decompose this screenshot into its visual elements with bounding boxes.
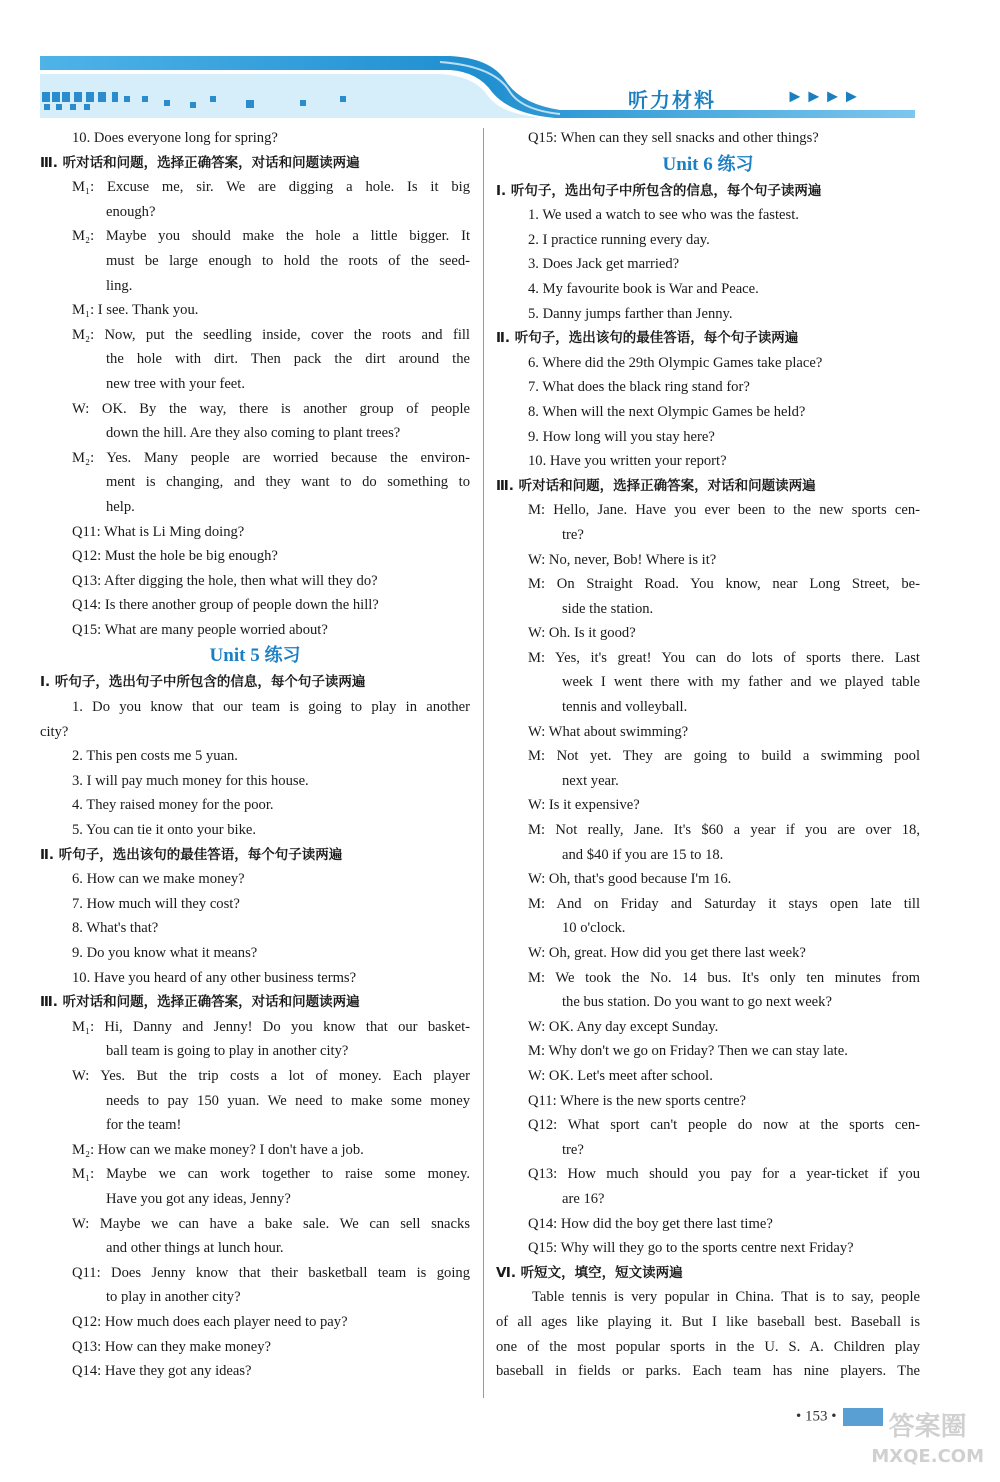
- dialogue-line: W: Yes. But the trip costs a lot of money. Each player: [72, 1067, 470, 1084]
- dialogue-line: M: We took the No. 14 bus. It's only ten minutes from: [528, 969, 920, 986]
- dialogue-line: ball team is going to play in another city?: [106, 1043, 349, 1060]
- dialogue-line: ment is changing, and they want to do something to: [106, 474, 470, 491]
- sentence-line: city?: [40, 723, 69, 740]
- question-line: Q15: What are many people worried about?: [72, 621, 328, 638]
- question-line: Q12: What sport can't people do now at the sports cen-: [528, 1117, 920, 1134]
- unit-5-label-zh: 练习: [264, 645, 301, 667]
- question-line: Q15: Why will they go to the sports centre next Friday?: [528, 1240, 854, 1257]
- sentence-line: 6. How can we make money?: [72, 871, 245, 888]
- dialogue-line: for the team!: [106, 1117, 182, 1134]
- watermark-logo: [871, 1412, 984, 1472]
- dialogue-line: next year.: [562, 772, 619, 789]
- sentence-line: 1. We used a watch to see who was the fastest.: [528, 207, 799, 224]
- dialogue-line: W: OK. Any day except Sunday.: [528, 1018, 719, 1035]
- section-heading: Ⅲ. 听对话和问题，选择正确答案，对话和问题读两遍: [40, 994, 360, 1011]
- passage-line: baseball in fields or parks. Each team has nine players. The: [496, 1363, 920, 1380]
- dialogue-line: the hole with dirt. Then pack the dirt around the: [106, 351, 470, 368]
- dialogue-line: tennis and volleyball.: [562, 699, 688, 716]
- section-heading: Ⅵ. 听短文，填空，短文读两遍: [496, 1264, 683, 1281]
- sentence-line: 1. Do you know that our team is going to play in another: [72, 699, 470, 716]
- passage-line: Table tennis is very popular in China. That is to say, people: [532, 1289, 920, 1306]
- section-heading: Ⅲ. 听对话和问题，选择正确答案，对话和问题读两遍: [40, 154, 360, 171]
- dialogue-line: must be large enough to hold the roots of the seed-: [106, 252, 470, 269]
- unit-6-label-zh: 练习: [717, 153, 754, 175]
- dialogue-line: W: Oh. Is it good?: [528, 625, 636, 642]
- dialogue-line: side the station.: [562, 600, 654, 617]
- sentence-line: 3. I will pay much money for this house.: [72, 772, 309, 789]
- sentence-line: 9. How long will you stay here?: [528, 428, 715, 445]
- dialogue-line: W: What about swimming?: [528, 723, 689, 740]
- left-column: [40, 126, 470, 1384]
- question-line: Q11: What is Li Ming doing?: [72, 523, 245, 540]
- dialogue-line: M₁: Maybe we can work together to raise some money.: [72, 1166, 470, 1183]
- dialogue-line: M₁: I see. Thank you.: [72, 302, 199, 319]
- passage-line: one of the most popular sports in the U. S. A. Children play: [496, 1338, 920, 1355]
- question-line: are 16?: [562, 1190, 605, 1207]
- section-heading: Ⅱ. 听句子，选出该句的最佳答语，每个句子读两遍: [40, 846, 343, 863]
- watermark-line-2: MXQE.COM: [871, 1446, 984, 1467]
- sentence-line: 3. Does Jack get married?: [528, 256, 680, 273]
- section-heading: Ⅰ. 听句子，选出句子中所包含的信息，每个句子读两遍: [40, 674, 366, 691]
- dialogue-line: and $40 if you are 15 to 18.: [562, 846, 724, 863]
- unit-5-label: Unit 5: [209, 645, 260, 667]
- header-arrows-icon: ►►►►: [786, 86, 862, 106]
- page-number-text: • 153 •: [796, 1408, 837, 1425]
- sentence-line: 2. I practice running every day.: [528, 231, 710, 248]
- unit-5-heading: [40, 642, 470, 670]
- question-line: Q13: How much should you pay for a year-ticket if you: [528, 1166, 920, 1183]
- dialogue-line: M: Hello, Jane. Have you ever been to the new sports cen-: [528, 502, 920, 519]
- dialogue-line: M: And on Friday and Saturday it stays open late till: [528, 895, 920, 912]
- question-line: Q14: Is there another group of people down the hill?: [72, 597, 379, 614]
- dialogue-line: W: Oh, that's good because I'm 16.: [528, 871, 732, 888]
- dialogue-line: help.: [106, 498, 135, 515]
- question-line: to play in another city?: [106, 1289, 241, 1306]
- header-title: 听力材料: [628, 88, 716, 112]
- passage-line: of all ages like playing it. But I like baseball best. Baseball is: [496, 1313, 920, 1330]
- dialogue-line: down the hill. Are they also coming to plant trees?: [106, 425, 401, 442]
- sentence-line: 4. They raised money for the poor.: [72, 797, 274, 814]
- dialogue-line: W: Is it expensive?: [528, 797, 640, 814]
- question-line: Q13: How can they make money?: [72, 1338, 271, 1355]
- dialogue-line: M: Not yet. They are going to build a swimming pool: [528, 748, 920, 765]
- dialogue-line: M₂: Yes. Many people are worried because the environ-: [72, 449, 470, 466]
- dialogue-line: W: OK. By the way, there is another group of people: [72, 400, 470, 417]
- question-line: Q12: How much does each player need to pay?: [72, 1313, 348, 1330]
- page-number: [796, 1408, 883, 1426]
- dialogue-line: W: Maybe we can have a bake sale. We can sell snacks: [72, 1215, 470, 1232]
- question-line: tre?: [562, 1141, 584, 1158]
- question-line: Q12: Must the hole be big enough?: [72, 548, 278, 565]
- sentence-line: 7. What does the black ring stand for?: [528, 379, 750, 396]
- question-line: Q15: When can they sell snacks and other things?: [528, 130, 819, 146]
- column-divider: [483, 128, 484, 1398]
- sentence-line: 5. You can tie it onto your bike.: [72, 822, 257, 839]
- unit-6-label: Unit 6: [662, 153, 713, 175]
- dialogue-line: new tree with your feet.: [106, 375, 245, 392]
- dialogue-line: M₂: Now, put the seedling inside, cover the roots and fill: [72, 326, 470, 343]
- dialogue-line: M₂: How can we make money? I don't have a job.: [72, 1141, 364, 1158]
- sentence-line: 10. Have you heard of any other business terms?: [72, 969, 357, 986]
- watermark-line-1: 答案圈: [888, 1412, 967, 1442]
- question-line: Q11: Does Jenny know that their basketball team is going: [72, 1264, 470, 1281]
- section-heading: Ⅱ. 听句子，选出该句的最佳答语，每个句子读两遍: [496, 330, 799, 347]
- page-header: [0, 0, 1000, 130]
- header-band-graphic: [0, 0, 1000, 130]
- dialogue-line: M₁: Excuse me, sir. We are digging a hole. Is it big: [72, 179, 470, 196]
- dialogue-line: M: Not really, Jane. It's $60 a year if you are over 18,: [528, 822, 920, 839]
- listening-line: 10. Does everyone long for spring?: [72, 130, 278, 146]
- sentence-line: 6. Where did the 29th Olympic Games take place?: [528, 354, 823, 371]
- dialogue-line: Have you got any ideas, Jenny?: [106, 1190, 291, 1207]
- dialogue-line: ling.: [106, 277, 133, 294]
- sentence-line: 5. Danny jumps farther than Jenny.: [528, 305, 733, 322]
- dialogue-line: tre?: [562, 526, 584, 543]
- dialogue-line: M: Why don't we go on Friday? Then we can stay late.: [528, 1043, 848, 1060]
- sentence-line: 7. How much will they cost?: [72, 895, 240, 912]
- sentence-line: 2. This pen costs me 5 yuan.: [72, 748, 238, 765]
- question-line: Q14: How did the boy get there last time?: [528, 1215, 773, 1232]
- right-column: [496, 126, 920, 1384]
- unit-6-heading: [496, 151, 920, 179]
- question-line: Q14: Have they got any ideas?: [72, 1363, 252, 1380]
- dialogue-line: M₂: Maybe you should make the hole a little bigger. It: [72, 228, 470, 245]
- question-line: Q11: Where is the new sports centre?: [528, 1092, 747, 1109]
- dialogue-line: W: OK. Let's meet after school.: [528, 1067, 713, 1084]
- question-line: Q13: After digging the hole, then what will they do?: [72, 572, 378, 589]
- sentence-line: 8. What's that?: [72, 920, 159, 937]
- dialogue-line: and other things at lunch hour.: [106, 1240, 284, 1257]
- dialogue-line: needs to pay 150 yuan. We need to make some money: [106, 1092, 470, 1109]
- sentence-line: 4. My favourite book is War and Peace.: [528, 280, 759, 297]
- sentence-line: 10. Have you written your report?: [528, 453, 727, 470]
- dialogue-line: M₁: Hi, Danny and Jenny! Do you know that our basket-: [72, 1018, 470, 1035]
- sentence-line: 9. Do you know what it means?: [72, 945, 258, 961]
- dialogue-line: the bus station. Do you want to go next week?: [562, 994, 832, 1011]
- dialogue-line: W: Oh, great. How did you get there last week?: [528, 945, 806, 961]
- section-heading: Ⅰ. 听句子，选出句子中所包含的信息，每个句子读两遍: [496, 182, 822, 199]
- dialogue-line: W: No, never, Bob! Where is it?: [528, 551, 717, 568]
- dialogue-line: 10 o'clock.: [562, 920, 626, 937]
- dialogue-line: M: Yes, it's great! You can do lots of sports there. Last: [528, 649, 920, 666]
- dialogue-line: enough?: [106, 203, 156, 220]
- sentence-line: 8. When will the next Olympic Games be held?: [528, 403, 806, 420]
- dialogue-line: M: On Straight Road. You know, near Long Street, be-: [528, 576, 920, 593]
- dialogue-line: week I went there with my father and we played table: [562, 674, 920, 691]
- section-heading: Ⅲ. 听对话和问题，选择正确答案，对话和问题读两遍: [496, 477, 816, 494]
